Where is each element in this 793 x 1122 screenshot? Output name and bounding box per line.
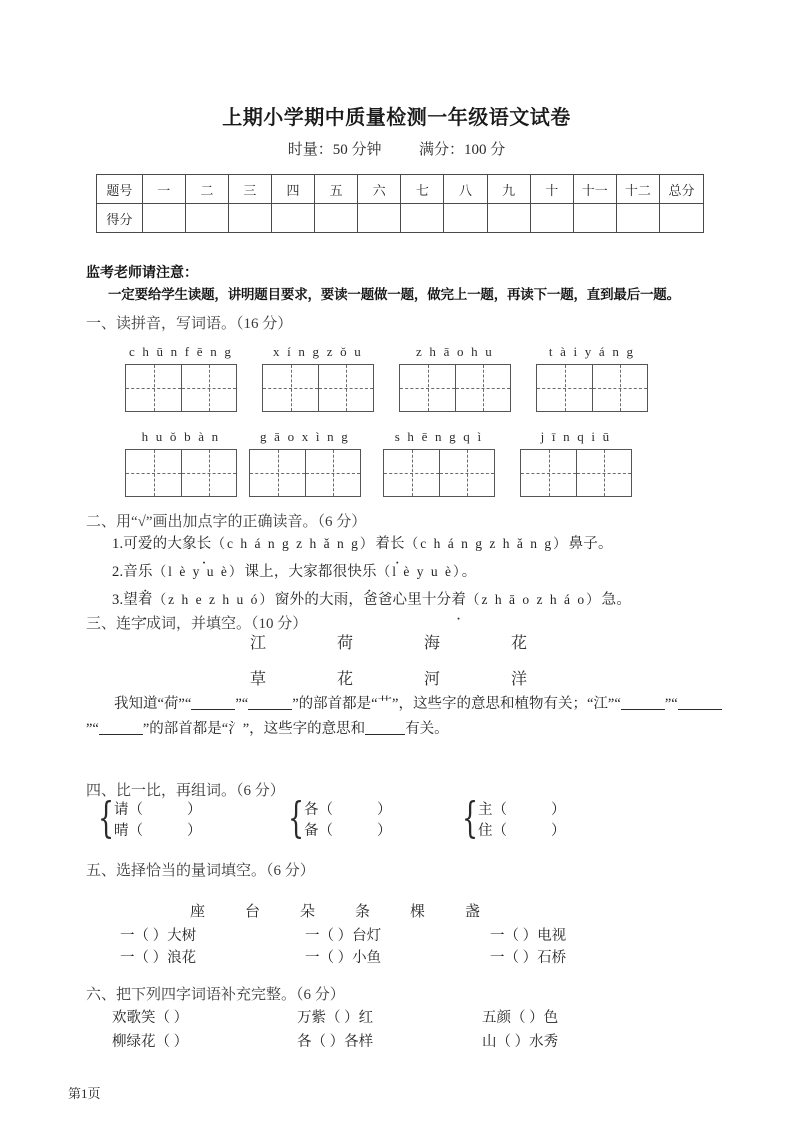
fill-blank[interactable] xyxy=(99,719,143,735)
idiom-item[interactable]: 欢歌笑（ ） xyxy=(112,1010,189,1026)
compare-word-top: 各（ ） xyxy=(304,802,392,818)
pinyin-text: t à i y á n g xyxy=(548,344,636,359)
pinyin-item-zhaohu xyxy=(399,344,511,412)
question-3-row-top xyxy=(250,630,598,653)
pinyin-choices[interactable]: （z h e z h u ó） xyxy=(152,592,275,607)
para-text-5: ”“ xyxy=(664,696,678,712)
question-6-row-1 xyxy=(112,1006,667,1027)
col-11: 十一 xyxy=(573,175,616,204)
compare-group-1 xyxy=(98,793,202,842)
idiom-item[interactable]: 万紫（ ）红 xyxy=(297,1010,374,1026)
item-text-post: 鼻子。 xyxy=(568,536,613,552)
compare-group-2 xyxy=(288,793,392,842)
question-2-item-3 xyxy=(112,588,631,609)
pinyin-item-xingzou xyxy=(262,344,374,412)
item-text-pre: 望 xyxy=(123,592,138,608)
char-cell[interactable]: 河 xyxy=(424,671,441,688)
brace-icon: { xyxy=(288,793,305,842)
score-cell-1[interactable] xyxy=(142,204,185,233)
char-cell[interactable]: 洋 xyxy=(511,671,528,688)
col-2: 二 xyxy=(185,175,228,204)
tianzige-box[interactable] xyxy=(536,364,648,412)
pinyin-text: j ī n q i ū xyxy=(540,429,612,444)
question-2-item-2 xyxy=(112,560,476,581)
char-cell[interactable]: 江 xyxy=(250,635,267,652)
para-text-7: ”的部首都是“氵”，这些字的意思和 xyxy=(142,721,366,737)
compare-word-bottom: 住（ ） xyxy=(478,823,566,839)
pinyin-item-chunfeng xyxy=(125,344,237,412)
para-text-4: “江”“ xyxy=(587,696,621,712)
question-2-item-1 xyxy=(112,532,613,553)
idiom-item[interactable]: 各（ ）各样 xyxy=(297,1034,374,1050)
measure-blank-item[interactable]: 一（ ）小鱼 xyxy=(305,950,382,966)
pinyin-choices[interactable]: （l è y u è） xyxy=(152,564,245,579)
fill-blank[interactable] xyxy=(248,694,292,710)
exam-meta xyxy=(0,138,793,159)
measure-word[interactable]: 盏 xyxy=(465,904,481,920)
score-cell-12[interactable] xyxy=(616,204,659,233)
tianzige-box[interactable] xyxy=(249,449,361,497)
col-total: 总分 xyxy=(659,175,703,204)
tianzige-box[interactable] xyxy=(520,449,632,497)
para-text-6: ”“ xyxy=(86,721,99,737)
dotted-char: 乐 xyxy=(362,564,377,580)
measure-word[interactable]: 台 xyxy=(245,904,261,920)
measure-word[interactable]: 朵 xyxy=(300,904,316,920)
fill-blank[interactable] xyxy=(191,694,235,710)
item-text-mid: 课上，大家都很快 xyxy=(244,564,363,580)
question-3-row-bottom xyxy=(250,666,598,689)
pinyin-choices[interactable]: （c h á n g z h ǎ n g） xyxy=(404,536,569,551)
tianzige-box[interactable] xyxy=(262,364,374,412)
measure-word-bank xyxy=(190,900,520,921)
dotted-char: 长 xyxy=(390,536,405,552)
col-1: 一 xyxy=(142,175,185,204)
para-text-2: ”“ xyxy=(235,696,249,712)
score-cell-8[interactable] xyxy=(444,204,487,233)
item-text-pre: 音 xyxy=(123,564,138,580)
table-row-scores xyxy=(97,204,704,233)
proctor-notice-title: 监考老师请注意： xyxy=(86,264,198,280)
col-3: 三 xyxy=(228,175,271,204)
fill-blank[interactable] xyxy=(365,719,405,735)
fill-blank[interactable] xyxy=(678,694,722,710)
col-9: 九 xyxy=(487,175,530,204)
pinyin-text: c h ū n f ē n g xyxy=(128,344,234,359)
compare-word-bottom: 备（ ） xyxy=(304,823,392,839)
proctor-notice-body: 一定要给学生读题，讲明题目要求，要读一题做一题，做完上一题，再读下一题，直到最后一题。 xyxy=(108,287,680,302)
time-label: 时量：50 分钟 xyxy=(287,142,382,158)
measure-word[interactable]: 棵 xyxy=(410,904,426,920)
para-text-1: 我知道“荷”“ xyxy=(114,696,192,712)
char-cell[interactable]: 荷 xyxy=(337,635,354,652)
score-cell-10[interactable] xyxy=(530,204,573,233)
tianzige-box[interactable] xyxy=(383,449,495,497)
fill-blank[interactable] xyxy=(621,694,665,710)
score-cell-total[interactable] xyxy=(659,204,703,233)
score-cell-3[interactable] xyxy=(228,204,271,233)
compare-word-top: 请（ ） xyxy=(114,802,202,818)
measure-blank-item[interactable]: 一（ ）台灯 xyxy=(305,928,382,944)
measure-blank-item[interactable]: 一（ ）浪花 xyxy=(120,950,197,966)
char-cell[interactable]: 花 xyxy=(337,671,354,688)
col-5: 五 xyxy=(315,175,358,204)
row-label-score: 得分 xyxy=(97,204,143,233)
tianzige-box[interactable] xyxy=(125,364,237,412)
col-4: 四 xyxy=(271,175,314,204)
para-text-8: 有关。 xyxy=(405,721,449,737)
measure-blank-item[interactable]: 一（ ）石桥 xyxy=(490,950,567,966)
measure-word[interactable]: 座 xyxy=(190,904,206,920)
pinyin-choices[interactable]: （l è y u è） xyxy=(376,564,462,579)
dotted-char: 长 xyxy=(196,536,212,552)
tianzige-box[interactable] xyxy=(125,449,237,497)
pinyin-text: h u ǒ b à n xyxy=(141,429,221,444)
char-cell[interactable]: 花 xyxy=(511,635,528,652)
item-text-mid: 着 xyxy=(375,536,391,552)
score-cell-11[interactable] xyxy=(573,204,616,233)
item-number: 3. xyxy=(112,592,124,608)
tianzige-box[interactable] xyxy=(399,364,511,412)
question-5-row-1 xyxy=(120,924,675,945)
score-cell-6[interactable] xyxy=(358,204,401,233)
table-row-header xyxy=(97,175,704,204)
idiom-item[interactable]: 山（ ）水秀 xyxy=(482,1034,559,1050)
pinyin-choices[interactable]: （c h á n g z h ǎ n g） xyxy=(211,536,376,551)
item-number: 2. xyxy=(112,564,124,580)
pinyin-item-taiyang xyxy=(536,344,648,412)
char-cell[interactable]: 海 xyxy=(424,635,441,652)
brace-icon: { xyxy=(98,793,115,842)
page-title: 上期小学期中质量检测一年级语文试卷 xyxy=(222,107,571,129)
pinyin-text: z h ā o h u xyxy=(416,344,494,359)
item-text-pre: 可爱的大象 xyxy=(123,536,197,552)
pinyin-choices[interactable]: （z h ā o z h á o） xyxy=(466,592,602,607)
measure-word[interactable]: 条 xyxy=(355,904,371,920)
question-6-heading: 六、把下列四字词语补充完整。（6 分） xyxy=(86,987,345,1003)
col-7: 七 xyxy=(401,175,444,204)
question-3-heading: 三、连字成词，并填空。（10 分） xyxy=(86,616,308,632)
row-label-question-number: 题号 xyxy=(97,175,143,204)
question-3-fill-paragraph xyxy=(86,692,726,742)
item-text-mid: 窗外的大雨，爸爸心里十分 xyxy=(274,592,452,608)
pinyin-item-shengqi xyxy=(383,429,495,497)
pinyin-item-jinqiu xyxy=(520,429,632,497)
pinyin-text: g ā o x ì n g xyxy=(260,429,350,444)
col-12: 十二 xyxy=(616,175,659,204)
idiom-item[interactable]: 五颜（ ）色 xyxy=(482,1010,559,1026)
question-5-row-2 xyxy=(120,946,675,967)
score-cell-5[interactable] xyxy=(315,204,358,233)
col-10: 十 xyxy=(530,175,573,204)
question-1-heading: 一、读拼音，写词语。（16 分） xyxy=(86,316,293,332)
char-cell[interactable]: 草 xyxy=(250,671,267,688)
dotted-char: 着 xyxy=(451,592,467,608)
compare-word-bottom: 晴（ ） xyxy=(114,823,202,839)
brace-icon: { xyxy=(462,793,479,842)
full-score-label: 满分：100 分 xyxy=(419,142,506,158)
score-table xyxy=(96,174,704,233)
question-4-heading: 四、比一比，再组词。（6 分） xyxy=(86,783,285,799)
question-5-heading: 五、选择恰当的量词填空。（6 分） xyxy=(86,863,315,879)
col-6: 六 xyxy=(358,175,401,204)
score-cell-2[interactable] xyxy=(185,204,228,233)
pinyin-item-gaoxing xyxy=(249,429,361,497)
compare-group-3 xyxy=(462,793,566,842)
idiom-item[interactable]: 柳绿花（ ） xyxy=(112,1034,189,1050)
pinyin-item-huoban xyxy=(125,429,237,497)
item-text-post: 。 xyxy=(461,564,477,580)
question-6-row-2 xyxy=(112,1030,667,1051)
compare-word-top: 主（ ） xyxy=(478,802,566,818)
question-2-heading: 二、用“√”画出加点字的正确读音。（6 分） xyxy=(86,514,367,530)
measure-blank-item[interactable]: 一（ ）电视 xyxy=(490,928,567,944)
pinyin-text: s h ē n g q ì xyxy=(394,429,484,444)
pinyin-text: x í n g z ǒ u xyxy=(273,344,363,359)
score-cell-4[interactable] xyxy=(271,204,314,233)
measure-blank-item[interactable]: 一（ ）大树 xyxy=(120,928,197,944)
col-8: 八 xyxy=(444,175,487,204)
page-number: 第1页 xyxy=(68,1086,101,1101)
dotted-char: 乐 xyxy=(137,564,153,580)
score-cell-9[interactable] xyxy=(487,204,530,233)
dotted-char: 着 xyxy=(137,592,153,608)
item-number: 1. xyxy=(112,536,124,552)
item-text-post: 急。 xyxy=(601,592,632,608)
score-cell-7[interactable] xyxy=(401,204,444,233)
para-text-3: ”的部首都是“艹”，这些字的意思和植物有关； xyxy=(292,696,587,712)
